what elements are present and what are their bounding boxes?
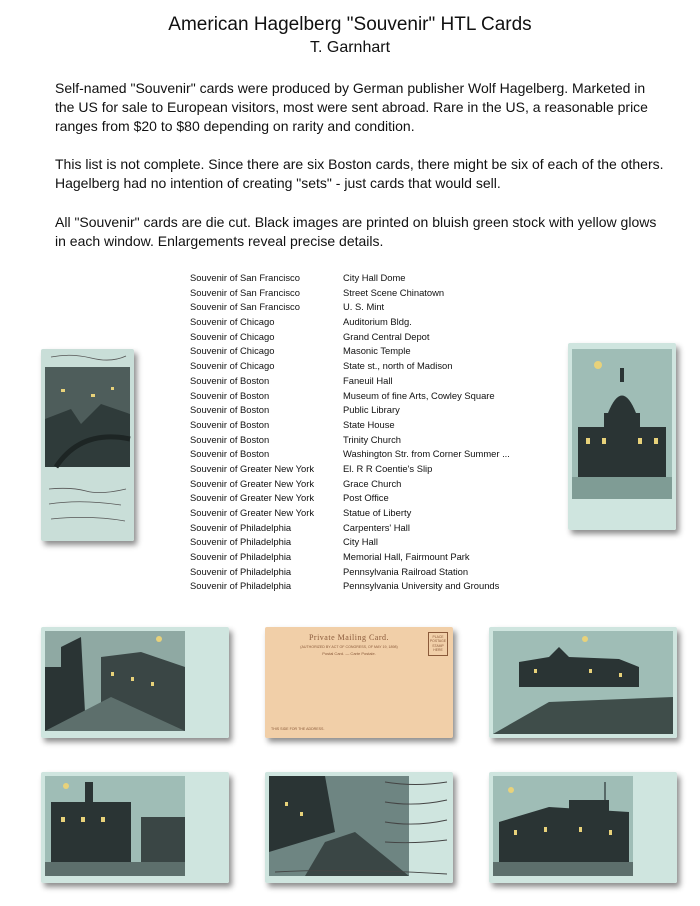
postcard-sf-city-hall[interactable] — [568, 343, 676, 530]
postcard-ny-el-railroad[interactable] — [41, 349, 134, 541]
list-item — [190, 550, 550, 565]
list-item-city: Souvenir of Greater New York — [190, 507, 315, 518]
list-item-city: Souvenir of Philadelphia — [190, 521, 292, 533]
list-item-city: Souvenir of Philadelphia — [190, 580, 292, 592]
mailing-card-subtitle: Postal Card. — Carte Postale. — [322, 651, 376, 656]
completeness-paragraph: This list is not complete. Since there are six Boston cards, there might be six of each of the others. Hagelberg had no intention of creating "sets" - just cards that would sell. — [55, 156, 664, 191]
list-item-city: Souvenir of Chicago — [190, 345, 275, 357]
list-item — [190, 418, 550, 433]
list-item — [190, 403, 550, 418]
list-item-city: Souvenir of San Francisco — [190, 301, 300, 313]
list-item — [190, 330, 550, 345]
list-item-city: Souvenir of Boston — [190, 389, 270, 401]
list-item-city: Souvenir of Philadelphia — [190, 565, 292, 577]
list-item-subject: Faneuil Hall — [343, 374, 393, 386]
list-item-subject: Grace Church — [343, 477, 402, 489]
list-item-subject: Masonic Temple — [343, 345, 411, 357]
list-item-city: Souvenir of Boston — [190, 433, 270, 445]
list-item — [190, 433, 550, 448]
list-item-city: Souvenir of Philadelphia — [190, 551, 292, 563]
postcard-private-mailing-back[interactable] — [265, 627, 453, 738]
list-item-city: Souvenir of Philadelphia — [190, 536, 292, 548]
mailing-card-address-note: THIS SIDE FOR THE ADDRESS. — [271, 727, 325, 731]
list-item-city: Souvenir of Boston — [190, 404, 270, 416]
list-item — [190, 579, 550, 594]
list-item-subject: City Hall — [343, 536, 378, 548]
list-item-subject: Public Library — [343, 404, 400, 416]
list-item — [190, 344, 550, 359]
list-item — [190, 462, 550, 477]
list-item-subject: Memorial Hall, Fairmount Park — [343, 551, 470, 563]
list-item-subject: Pennsylvania University and Grounds — [343, 580, 500, 592]
list-item-city: Souvenir of Greater New York — [190, 492, 315, 504]
list-item-subject: U. S. Mint — [343, 301, 385, 313]
list-item-subject: El. R R Coentie's Slip — [343, 462, 433, 474]
list-item-subject: Statue of Liberty — [343, 507, 412, 518]
list-item-subject: Washington Str. from Corner Summer ... — [343, 448, 510, 460]
postcard-boston-faneuil-hall[interactable] — [41, 772, 229, 883]
list-item-subject: Post Office — [343, 492, 389, 504]
list-item — [190, 535, 550, 550]
list-item-subject: Grand Central Depot — [343, 330, 430, 342]
list-item — [190, 447, 550, 462]
intro-paragraph: Self-named "Souvenir" cards were produced by German publisher Wolf Hagelberg. Marketed in the US for sale to European visitors, most were sent abroad. Rare in the US, a reasonable price ranges from $20 to $80 depending on rarity and condition. — [55, 80, 648, 134]
list-item — [190, 389, 550, 404]
list-item-city: Souvenir of San Francisco — [190, 272, 300, 283]
list-item — [190, 491, 550, 506]
list-item-city: Souvenir of Greater New York — [190, 477, 315, 489]
list-item-subject: Auditorium Bldg. — [343, 316, 412, 328]
list-item-subject: Carpenters' Hall — [343, 521, 410, 533]
stamp-box: PLACE POSTAGE STAMP HERE — [428, 632, 448, 656]
list-item — [190, 565, 550, 580]
list-item-subject: Street Scene Chinatown — [343, 286, 445, 298]
postcard-chicago-state-street[interactable] — [41, 627, 229, 738]
list-item-subject: Pennsylvania Railroad Station — [343, 565, 469, 577]
list-item-city: Souvenir of Chicago — [190, 330, 275, 342]
list-item — [190, 286, 550, 301]
list-item — [190, 315, 550, 330]
list-item-city: Souvenir of Boston — [190, 374, 270, 386]
list-item-subject: Museum of fine Arts, Cowley Square — [343, 389, 495, 401]
list-item-city: Souvenir of Boston — [190, 418, 270, 430]
postcard-sf-us-mint[interactable] — [489, 772, 677, 883]
list-item-city: Souvenir of San Francisco — [190, 286, 300, 298]
list-item-city: Souvenir of Chicago — [190, 360, 275, 372]
list-item-subject: Trinity Church — [343, 433, 401, 445]
card-list — [190, 271, 550, 594]
list-item — [190, 271, 550, 286]
list-item — [190, 374, 550, 389]
author: T. Garnhart — [309, 39, 391, 56]
postcard-philadelphia-university[interactable] — [489, 627, 677, 738]
list-item — [190, 300, 550, 315]
printing-paragraph: All "Souvenir" cards are die cut. Black images are printed on bluish green stock with yellow glows in each window. Enlargements reveal precise details. — [55, 214, 657, 249]
list-item — [190, 521, 550, 536]
postcard-sf-chinatown[interactable] — [265, 772, 453, 883]
list-item-city: Souvenir of Boston — [190, 448, 270, 460]
mailing-card-authorized: (AUTHORIZED BY ACT OF CONGRESS, OF MAY 19, 1898) — [300, 645, 398, 649]
list-item-subject: State House — [343, 418, 395, 430]
list-item — [190, 359, 550, 374]
page-title: American Hagelberg "Souvenir" HTL Cards — [168, 14, 532, 35]
list-item-subject: State st., north of Madison — [343, 360, 453, 372]
list-item — [190, 506, 550, 521]
list-item-city: Souvenir of Chicago — [190, 316, 275, 328]
list-item-city: Souvenir of Greater New York — [190, 462, 315, 474]
list-item-subject: City Hall Dome — [343, 272, 406, 283]
list-item — [190, 477, 550, 492]
mailing-card-heading: Private Mailing Card. — [308, 633, 390, 642]
